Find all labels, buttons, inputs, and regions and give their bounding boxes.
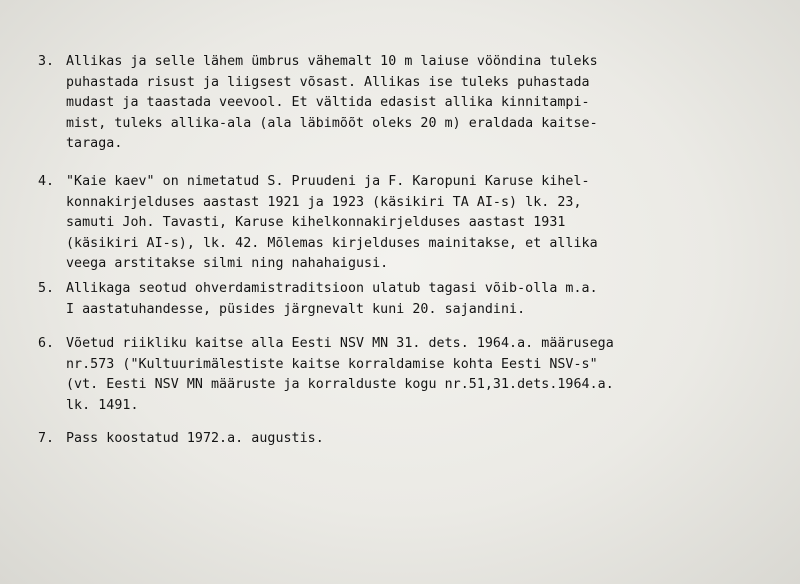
text-line: (käsikiri AI-s), lk. 42. Mõlemas kirjelduses mainitakse, et allika <box>66 235 598 251</box>
typed-notes <box>38 52 790 449</box>
note-number: 5. <box>38 280 55 296</box>
text-line: samuti Joh. Tavasti, Karuse kihelkonnakirjelduses aastast 1931 <box>66 215 566 231</box>
note-item-4 <box>38 172 790 275</box>
text-line: mist, tuleks allika-ala (ala läbimõõt oleks 20 m) eraldada kaitse- <box>66 115 598 131</box>
note-text <box>66 172 790 275</box>
text-line: I aastatuhandesse, püsides järgnevalt kuni 20. sajandini. <box>66 301 526 317</box>
text-line: puhastada risust ja liigsest võsast. Allikas ise tuleks puhastada <box>66 74 590 90</box>
text-line: mudast ja taastada veevool. Et vältida edasist allika kinnitampi- <box>66 95 590 111</box>
text-line: taraga. <box>66 136 123 152</box>
text-line: konnakirjelduses aastast 1921 ja 1923 (käsikiri TA AI-s) lk. 23, <box>66 194 582 210</box>
text-line: Võetud riikliku kaitse alla Eesti NSV MN 31. dets. 1964.a. määrusega <box>66 336 614 352</box>
text-line: lk. 1491. <box>66 397 139 413</box>
note-text <box>66 334 790 416</box>
note-text <box>66 52 790 155</box>
note-text <box>66 429 790 450</box>
note-item-6 <box>38 334 790 416</box>
note-number: 4. <box>38 173 55 189</box>
text-line: Pass koostatud 1972.a. augustis. <box>66 430 324 446</box>
note-number: 3. <box>38 54 55 69</box>
text-line: (vt. Eesti NSV MN määruste ja korralduste kogu nr.51,31.dets.1964.a. <box>66 377 614 393</box>
note-item-5 <box>38 279 790 320</box>
note-item-7 <box>38 429 790 450</box>
note-number: 6. <box>38 336 55 352</box>
note-number: 7. <box>38 430 55 446</box>
note-item-3 <box>38 52 790 155</box>
note-text <box>66 279 790 320</box>
text-line: "Kaie kaev" on nimetatud S. Pruudeni ja F. Karopuni Karuse kihel- <box>66 173 590 189</box>
text-line: Allikaga seotud ohverdamistraditsioon ulatub tagasi võib-olla m.a. <box>66 280 598 296</box>
text-line: veega arstitakse silmi ning nahahaigusi. <box>66 256 389 272</box>
text-line: Allikas ja selle lähem ümbrus vähemalt 10 m laiuse vööndina tuleks <box>66 54 598 69</box>
text-line: nr.573 ("Kultuurimälestiste kaitse korraldamise kohta Eesti NSV-s" <box>66 356 598 372</box>
